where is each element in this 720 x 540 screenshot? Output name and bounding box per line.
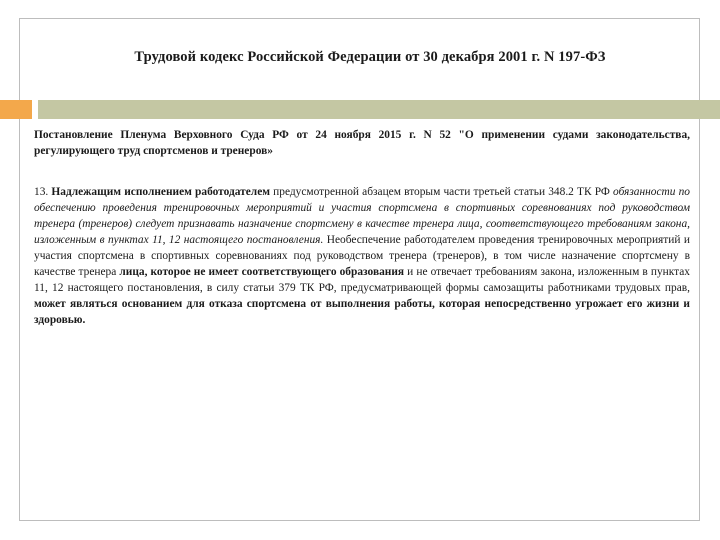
resolution-heading: Постановление Пленума Верховного Суда РФ от 24 ноября 2015 г. N 52 "О применении судами законодательства, регулирующего труд спортсменов и тренеров» <box>34 129 690 157</box>
title-rule-bar <box>38 100 720 119</box>
italic-obligation-text: обязанности по обеспечению проведения тренировочных мероприятий и участия спортсмена в спортивных соревнованиях под руководством тренера (тренеров) следует признавать назначение спортсмену в качестве тренера лица, соответствующего требованиям закона, изложенным в пунктах 11, 12 настоящего постановления. <box>34 186 690 246</box>
paragraph-text-3: и не отвечает требованиям закона, изложенным в пунктах 11, 12 настоящего постановления, в силу статьи 379 ТК РФ, предусматривающей формы самозащиты работниками трудовых прав, <box>34 266 690 294</box>
slide-content <box>34 127 690 328</box>
lead-bold-text: Надлежащим исполнением работодателем <box>51 186 271 198</box>
paragraph-number: 13. <box>34 186 52 198</box>
paragraph-text-1: предусмотренной абзацем вторым части третьей статьи 348.2 ТК РФ <box>270 186 614 198</box>
paragraph-13 <box>34 184 690 328</box>
paragraph-text-2: Необеспечение работодателем проведения тренировочных мероприятий и участия спортсмена в спортивных соревнованиях под руководством тренера (тренеров), в том числе назначение спортсмену в качестве тренера <box>34 234 690 278</box>
slide-title: Трудовой кодекс Российской Федерации от 30 декабря 2001 г. N 197-ФЗ <box>134 49 606 65</box>
bold-qualification-text: лица, которое не имеет соответствующего образования <box>119 266 405 278</box>
title-rule-accent <box>0 100 32 119</box>
bold-refusal-text: может являться основанием для отказа спортсмена от выполнения работы, которая непосредственно угрожает его жизни и здоровью. <box>34 298 690 326</box>
